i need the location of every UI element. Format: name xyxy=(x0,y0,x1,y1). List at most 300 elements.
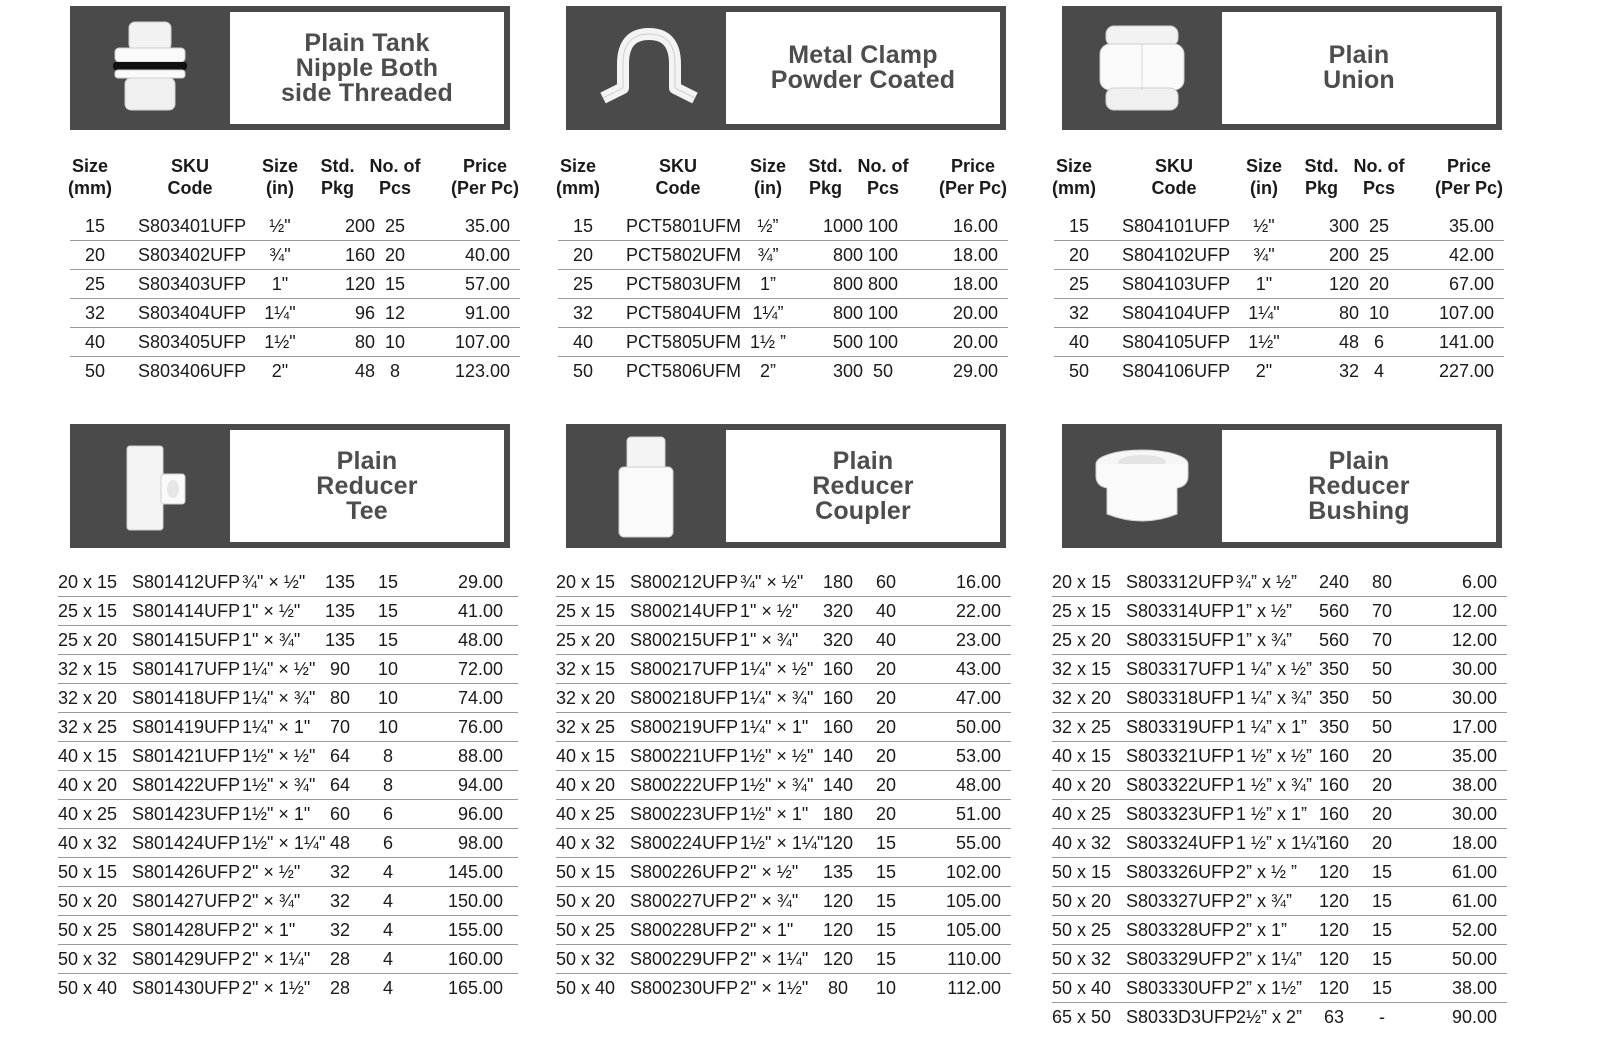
table-cell: S803319UFP xyxy=(1126,717,1235,737)
table-cell: 32 xyxy=(1068,303,1090,323)
table-row xyxy=(58,829,518,858)
pipe-union-icon xyxy=(1062,6,1222,130)
reducer-tee-icon xyxy=(70,424,230,548)
table-cell: 10 xyxy=(377,717,399,737)
table-cell: S801429UFP xyxy=(132,949,241,969)
table-cell: 120 xyxy=(822,833,854,853)
table-cell: S803318UFP xyxy=(1126,688,1235,708)
table-cell: 32 x 15 xyxy=(58,659,118,679)
table-cell: 1” xyxy=(759,274,776,294)
table-cell: 16.00 xyxy=(952,216,998,236)
table-row xyxy=(58,655,518,684)
column-header: SKU Code xyxy=(167,156,213,198)
table-cell: S803406UFP xyxy=(138,361,247,381)
table-cell: 38.00 xyxy=(1451,978,1497,998)
table-cell: 165.00 xyxy=(447,978,503,998)
table-row xyxy=(70,299,520,328)
table-cell: 350 xyxy=(1318,688,1350,708)
table-cell: 6 xyxy=(382,804,393,824)
table-cell: 15 xyxy=(1371,978,1393,998)
table-cell: 18.00 xyxy=(952,245,998,265)
reducer-bushing-icon xyxy=(1062,424,1222,548)
table-body xyxy=(1052,568,1507,1031)
table-cell: 120 xyxy=(1318,891,1350,911)
table-cell: S803401UFP xyxy=(138,216,247,236)
table-cell: 350 xyxy=(1318,659,1350,679)
table-cell: S800223UFP xyxy=(630,804,739,824)
table-row xyxy=(58,713,518,742)
column-header: SKU Code xyxy=(1151,156,1197,198)
table-cell: 1 ¼” x ½” xyxy=(1236,659,1313,679)
table-cell: 20 x 15 xyxy=(1052,572,1112,592)
table-cell: 50 x 20 xyxy=(1052,891,1112,911)
table-cell: 300 xyxy=(832,361,863,381)
table-cell: 35.00 xyxy=(1451,746,1497,766)
product-title: Metal Clamp Powder Coated xyxy=(770,41,956,94)
table-cell: S803323UFP xyxy=(1126,804,1235,824)
table-cell: 160.00 xyxy=(447,949,503,969)
table-cell: 1" × ½" xyxy=(740,601,799,621)
table-cell: 25 x 15 xyxy=(1052,601,1112,621)
table-cell: 50 x 40 xyxy=(1052,978,1112,998)
table-cell: 32 xyxy=(329,891,351,911)
table-cell: S804101UFP xyxy=(1122,216,1231,236)
product-title-box xyxy=(230,430,504,542)
table-cell: PCT5803UFM xyxy=(626,274,742,294)
table-cell: 110.00 xyxy=(947,949,1001,969)
table-cell: 20.00 xyxy=(952,303,998,323)
table-row xyxy=(556,568,1011,597)
column-header: No. of Pcs xyxy=(369,156,421,198)
table-cell: 32 xyxy=(84,303,106,323)
table-row xyxy=(556,655,1011,684)
table-cell: 120 xyxy=(1328,274,1359,294)
table-cell: 63 xyxy=(1323,1007,1345,1027)
table-row xyxy=(558,241,1008,270)
table-row xyxy=(556,597,1011,626)
table-cell: 64 xyxy=(329,746,351,766)
table-cell: PCT5805UFM xyxy=(626,332,742,352)
table-cell: 120 xyxy=(1318,949,1350,969)
table-cell: 1¼” xyxy=(752,303,784,323)
table-cell: 48 xyxy=(329,833,351,853)
table-cell: 20 xyxy=(1371,833,1393,853)
table-cell: PCT5801UFM xyxy=(626,216,742,236)
table-cell: 20 xyxy=(384,245,406,265)
table-row xyxy=(1052,626,1507,655)
table-cell: 32 xyxy=(329,920,351,940)
table-cell: 1¼" × 1" xyxy=(242,717,311,737)
table-row xyxy=(58,945,518,974)
table-cell: 20 xyxy=(875,804,897,824)
table-cell: 1” x ¾” xyxy=(1236,630,1293,650)
table-cell: 4 xyxy=(382,949,393,969)
table-cell: S803405UFP xyxy=(138,332,247,352)
table-cell: 76.00 xyxy=(457,717,503,737)
table-cell: 800 xyxy=(832,245,863,265)
tank-nipple-icon xyxy=(70,6,230,130)
table-cell: 20 x 15 xyxy=(58,572,118,592)
table-cell: 8 xyxy=(389,361,400,381)
table-cell: 22.00 xyxy=(955,601,1001,621)
table-cell: 18.00 xyxy=(952,274,998,294)
table-cell: S804106UFP xyxy=(1122,361,1231,381)
table-cell: 123.00 xyxy=(454,361,510,381)
table-cell: 200 xyxy=(344,216,375,236)
table-cell: S804104UFP xyxy=(1122,303,1231,323)
table-header xyxy=(558,155,1008,203)
table-cell: 20 xyxy=(875,746,897,766)
table-row xyxy=(558,299,1008,328)
column-header: Price (Per Pc) xyxy=(938,156,1008,198)
table-cell: 6 xyxy=(382,833,393,853)
table-cell: S801430UFP xyxy=(132,978,241,998)
table-row xyxy=(1054,299,1504,328)
table-cell: 25 xyxy=(1368,245,1390,265)
table-row xyxy=(1052,945,1507,974)
table-cell: 60 xyxy=(329,804,351,824)
table-row xyxy=(70,270,520,299)
table-cell: 25 x 20 xyxy=(556,630,616,650)
table-cell: S8033D3UFP xyxy=(1126,1007,1238,1027)
table-cell: 100 xyxy=(867,332,899,352)
table-cell: 40 xyxy=(875,630,897,650)
product-title: Plain Tank Nipple Both side Threaded xyxy=(280,28,454,107)
table-body xyxy=(58,568,518,1002)
table-cell: ¾” xyxy=(757,245,779,265)
table-cell: 80 xyxy=(827,978,849,998)
table-cell: 2" × 1½" xyxy=(740,978,809,998)
table-row xyxy=(58,742,518,771)
table-body xyxy=(70,212,520,385)
table-cell: S801418UFP xyxy=(132,688,241,708)
table-body xyxy=(1054,212,1504,385)
table-cell: 67.00 xyxy=(1448,274,1494,294)
table-cell: S800221UFP xyxy=(630,746,739,766)
table-row xyxy=(58,684,518,713)
table-cell: S800226UFP xyxy=(630,862,739,882)
table-cell: 8 xyxy=(382,775,393,795)
table-cell: 155.00 xyxy=(447,920,503,940)
table-cell: 800 xyxy=(832,303,863,323)
table-cell: 32 x 20 xyxy=(58,688,118,708)
table-cell: 61.00 xyxy=(1451,862,1497,882)
table-cell: 52.00 xyxy=(1451,920,1497,940)
table-cell: 4 xyxy=(382,891,393,911)
table-cell: 20 xyxy=(875,775,897,795)
table-cell: 20 xyxy=(875,688,897,708)
table-cell: 50 xyxy=(872,361,894,381)
table-cell: 1½" × 1" xyxy=(740,804,809,824)
table-row xyxy=(556,858,1011,887)
table-cell: S803403UFP xyxy=(138,274,247,294)
table-cell: 1¼" × ¾" xyxy=(740,688,814,708)
table-cell: 80 xyxy=(329,688,351,708)
table-cell: 10 xyxy=(1368,303,1390,323)
product-banner xyxy=(1062,424,1502,548)
table-cell: 1 ½” x 1” xyxy=(1236,804,1308,824)
table-cell: 32 xyxy=(572,303,594,323)
table-cell: 1 ½” x 1¼” xyxy=(1236,833,1323,853)
table-cell: 25 xyxy=(1368,216,1390,236)
table-cell: 15 xyxy=(377,630,399,650)
table-cell: S800215UFP xyxy=(630,630,739,650)
table-cell: 50 x 25 xyxy=(1052,920,1112,940)
table-cell: 30.00 xyxy=(1451,804,1497,824)
table-cell: 120 xyxy=(822,891,854,911)
table-cell: 1½" × 1¼" xyxy=(740,833,824,853)
table-row xyxy=(70,357,520,385)
table-cell: 80 xyxy=(1338,303,1359,323)
table-cell: 102.00 xyxy=(945,862,1001,882)
table-cell: S801412UFP xyxy=(132,572,241,592)
table-cell: 2” x ½ ” xyxy=(1236,862,1298,882)
table-cell: 70 xyxy=(329,717,351,737)
table-cell: 29.00 xyxy=(952,361,998,381)
table-cell: 43.00 xyxy=(955,659,1001,679)
table-row xyxy=(58,916,518,945)
table-row xyxy=(1052,597,1507,626)
table-cell: 20 xyxy=(572,245,594,265)
table-row xyxy=(1052,829,1507,858)
table-row xyxy=(58,887,518,916)
table-cell: 50 xyxy=(1371,659,1393,679)
table-cell: 100 xyxy=(867,216,899,236)
table-cell: 2" xyxy=(271,361,289,381)
table-cell: 145.00 xyxy=(447,862,503,882)
column-header: Size (in) xyxy=(1245,156,1283,198)
table-cell: 1" × ¾" xyxy=(242,630,301,650)
table-cell: 17.00 xyxy=(1451,717,1497,737)
table-cell: 12 xyxy=(384,303,406,323)
table-cell: 160 xyxy=(822,717,854,737)
table-cell: 40 x 32 xyxy=(58,833,118,853)
table-cell: 180 xyxy=(822,804,854,824)
table-cell: 15 xyxy=(875,862,897,882)
table-cell: 320 xyxy=(822,601,854,621)
table-cell: S801417UFP xyxy=(132,659,241,679)
table-cell: 1¼" xyxy=(1248,303,1280,323)
table-row xyxy=(556,684,1011,713)
table-cell: 48 xyxy=(1338,332,1359,352)
table-cell: 6 xyxy=(1373,332,1384,352)
table-cell: 1¼" × ¾" xyxy=(242,688,316,708)
table-row xyxy=(556,771,1011,800)
reducer-coupler-icon xyxy=(566,424,726,548)
table-cell: 80 xyxy=(1371,572,1393,592)
table-cell: 41.00 xyxy=(457,601,503,621)
table-cell: 160 xyxy=(1318,833,1350,853)
table-cell: 98.00 xyxy=(457,833,503,853)
table-cell: 29.00 xyxy=(457,572,503,592)
table-cell: ½" xyxy=(269,216,291,236)
table-cell: S803322UFP xyxy=(1126,775,1235,795)
table-cell: S800228UFP xyxy=(630,920,739,940)
table-cell: 30.00 xyxy=(1451,688,1497,708)
table-cell: 2” x 1¼” xyxy=(1236,949,1303,969)
table-cell: 112.00 xyxy=(947,978,1001,998)
table-cell: 2" × 1¼" xyxy=(242,949,311,969)
table-cell: 32 x 20 xyxy=(556,688,616,708)
table-cell: 25 x 15 xyxy=(556,601,616,621)
table-cell: 120 xyxy=(1318,862,1350,882)
table-cell: 28 xyxy=(329,949,351,969)
table-cell: 1½" xyxy=(264,332,296,352)
table-cell: 1½" × ¾" xyxy=(740,775,814,795)
table-cell: 20 xyxy=(84,245,106,265)
table-cell: 47.00 xyxy=(955,688,1001,708)
table-row xyxy=(70,241,520,270)
column-header: Size (mm) xyxy=(1052,156,1096,198)
table-cell: 15 xyxy=(875,891,897,911)
table-row xyxy=(556,945,1011,974)
table-row xyxy=(58,771,518,800)
table-cell: 15 xyxy=(875,920,897,940)
table-cell: 107.00 xyxy=(1438,303,1494,323)
table-cell: 88.00 xyxy=(457,746,503,766)
table-cell: 500 xyxy=(832,332,863,352)
column-header: SKU Code xyxy=(655,156,701,198)
table-cell: 15 xyxy=(572,216,594,236)
table-row xyxy=(1052,684,1507,713)
table-cell: 1½" × 1¼" xyxy=(242,833,326,853)
column-header: Std. Pkg xyxy=(1304,156,1339,198)
table-cell: 200 xyxy=(1328,245,1359,265)
table-cell: 160 xyxy=(822,659,854,679)
table-cell: S803315UFP xyxy=(1126,630,1235,650)
table-row xyxy=(556,742,1011,771)
table-cell: 10 xyxy=(377,688,399,708)
column-header: Size (mm) xyxy=(556,156,600,198)
table-cell: 20 x 15 xyxy=(556,572,616,592)
table-row xyxy=(1052,713,1507,742)
table-cell: S801414UFP xyxy=(132,601,241,621)
table-cell: 160 xyxy=(822,688,854,708)
table-cell: 20 xyxy=(875,659,897,679)
table-cell: 1000 xyxy=(822,216,863,236)
table-cell: S801426UFP xyxy=(132,862,241,882)
table-cell: S800214UFP xyxy=(630,601,739,621)
table-cell: 53.00 xyxy=(955,746,1001,766)
table-cell: 25 x 15 xyxy=(58,601,118,621)
table-row xyxy=(70,212,520,241)
table-cell: 18.00 xyxy=(1451,833,1497,853)
table-cell: 40 xyxy=(875,601,897,621)
table-row xyxy=(558,212,1008,241)
table-cell: 25 xyxy=(384,216,406,236)
table-cell: 1½" × 1" xyxy=(242,804,311,824)
table-cell: S800222UFP xyxy=(630,775,739,795)
table-cell: 40 x 32 xyxy=(1052,833,1112,853)
table-cell: 50 x 32 xyxy=(556,949,616,969)
table-cell: 120 xyxy=(822,920,854,940)
table-cell: 40 x 32 xyxy=(556,833,616,853)
table-cell: 1" × ½" xyxy=(242,601,301,621)
table-cell: 20 xyxy=(875,717,897,737)
table-cell: 105.00 xyxy=(945,891,1001,911)
table-cell: 50 x 20 xyxy=(556,891,616,911)
table-cell: 50 x 40 xyxy=(556,978,616,998)
table-cell: 141.00 xyxy=(1438,332,1494,352)
table-row xyxy=(556,916,1011,945)
column-header: Size (mm) xyxy=(68,156,112,198)
table-cell: 20 xyxy=(1368,274,1390,294)
table-cell: 2” xyxy=(759,361,776,381)
table-cell: 72.00 xyxy=(457,659,503,679)
table-cell: PCT5806UFM xyxy=(626,361,742,381)
table-cell: 65 x 50 xyxy=(1052,1007,1112,1027)
table-row xyxy=(1054,328,1504,357)
table-row xyxy=(556,887,1011,916)
table-cell: S803329UFP xyxy=(1126,949,1235,969)
table-cell: 15 xyxy=(1371,862,1393,882)
table-cell: 120 xyxy=(1318,920,1350,940)
table-cell: S803324UFP xyxy=(1126,833,1235,853)
product-title: Plain Reducer Tee xyxy=(316,446,418,525)
table-cell: S801423UFP xyxy=(132,804,241,824)
table-cell: 50 xyxy=(1068,361,1090,381)
table-cell: S804102UFP xyxy=(1122,245,1231,265)
table-cell: 1¼" × ½" xyxy=(242,659,316,679)
table-cell: 25 x 20 xyxy=(1052,630,1112,650)
table-row xyxy=(58,568,518,597)
table-cell: 20 xyxy=(1371,746,1393,766)
table-row xyxy=(58,597,518,626)
table-cell: 2" × ¾" xyxy=(740,891,799,911)
table-cell: S803327UFP xyxy=(1126,891,1235,911)
table-row xyxy=(1054,241,1504,270)
table-cell: 100 xyxy=(867,303,899,323)
table-cell: 135 xyxy=(324,601,356,621)
product-title-box xyxy=(726,430,1000,542)
table-cell: 150.00 xyxy=(447,891,503,911)
table-cell: 48 xyxy=(354,361,375,381)
table-cell: 25 xyxy=(1068,274,1090,294)
table-cell: 48.00 xyxy=(457,630,503,650)
product-banner xyxy=(70,6,510,130)
table-row xyxy=(1052,800,1507,829)
table-cell: 350 xyxy=(1318,717,1350,737)
table-cell: 50 x 25 xyxy=(58,920,118,940)
table-cell: 15 xyxy=(875,833,897,853)
table-cell: 25 xyxy=(84,274,106,294)
column-header: Price (Per Pc) xyxy=(450,156,520,198)
table-cell: 4 xyxy=(382,862,393,882)
column-header: Price (Per Pc) xyxy=(1434,156,1504,198)
table-cell: ¾” x ½” xyxy=(1236,572,1298,592)
table-cell: 2" × ¾" xyxy=(242,891,301,911)
table-row xyxy=(1054,212,1504,241)
table-cell: 20 xyxy=(1371,804,1393,824)
table-cell: 40 x 15 xyxy=(1052,746,1112,766)
table-cell: 135 xyxy=(324,630,356,650)
table-cell: 40 xyxy=(1068,332,1090,352)
table-cell: 40 xyxy=(572,332,594,352)
table-cell: 40 x 20 xyxy=(556,775,616,795)
table-cell: ½” xyxy=(757,216,779,236)
table-cell: 320 xyxy=(822,630,854,650)
table-row xyxy=(1052,771,1507,800)
table-cell: 2” x 1½” xyxy=(1236,978,1303,998)
table-cell: S803326UFP xyxy=(1126,862,1235,882)
table-cell: 28 xyxy=(329,978,351,998)
table-cell: 50 x 15 xyxy=(556,862,616,882)
table-row xyxy=(1052,887,1507,916)
table-row xyxy=(1052,974,1507,1003)
table-cell: 15 xyxy=(1371,949,1393,969)
table-cell: 38.00 xyxy=(1451,775,1497,795)
product-title-box xyxy=(1222,430,1496,542)
